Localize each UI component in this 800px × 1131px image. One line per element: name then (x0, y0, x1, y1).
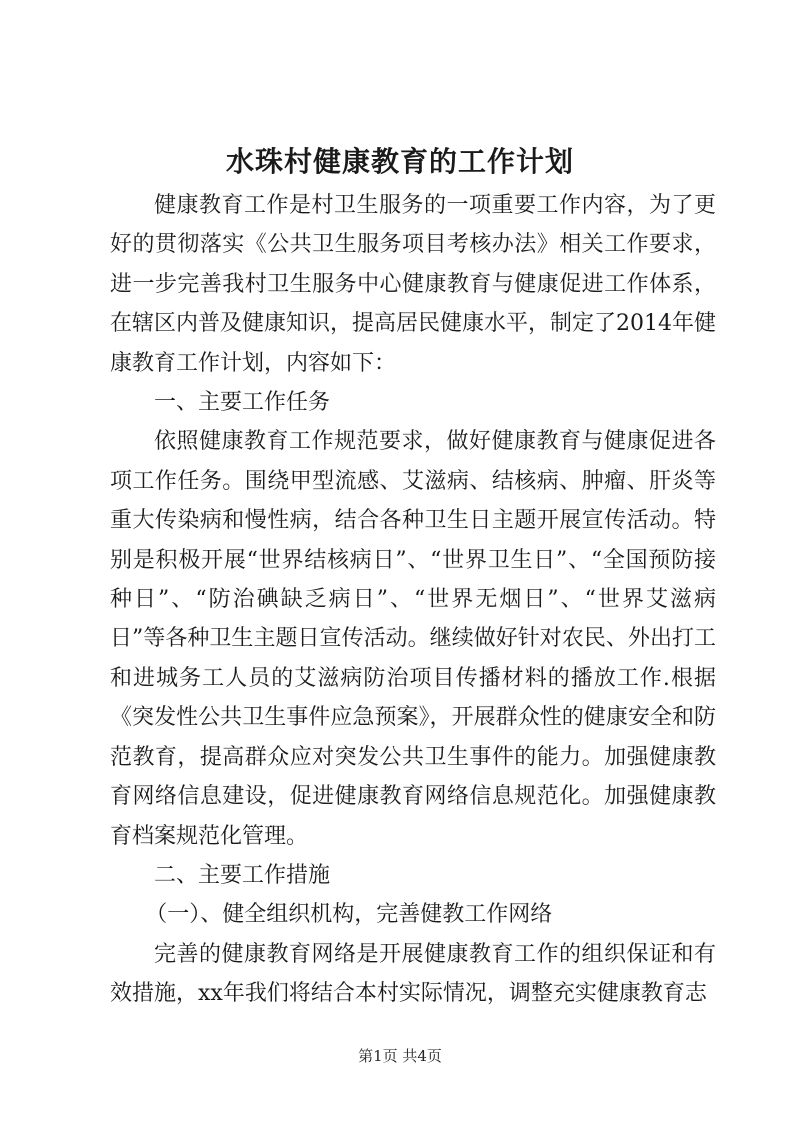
page-number-footer: 第1页 共4页 (358, 1047, 442, 1065)
subsection-heading-organization: （一）、健全组织机构，完善健教工作网络 (145, 902, 553, 928)
document-body (110, 186, 716, 1014)
document-title: 水珠村健康教育的工作计划 (225, 145, 574, 178)
section-heading-tasks: 一、主要工作任务 (154, 390, 331, 416)
organization-paragraph: 完善的健康教育网络是开展健康教育工作的组织保证和有效措施，xx年我们将结合本村实际情况，调整充实健康教育志 (110, 941, 716, 1007)
tasks-paragraph: 依照健康教育工作规范要求，做好健康教育与健康促进各项工作任务。围绕甲型流感、艾滋病、结核病、肿瘤、肝炎等重大传染病和慢性病，结合各种卫生日主题开展宣传活动。特别是积极开展“世界结核病日”、“世界卫生日”、“全国预防接种日”、“防治碘缺乏病日”、“世界无烟日”、“世界艾滋病日”等各种卫生主题日宣传活动。继续做好针对农民、外出打工和进城务工人员的艾滋病防治项目传播材料的播放工作.根据《突发性公共卫生事件应急预案》，开展群众性的健康安全和防范教育，提高群众应对突发公共卫生事件的能力。加强健康教育网络信息建设，促进健康教育网络信息规范化。加强健康教育档案规范化管理。 (110, 429, 716, 849)
section-heading-measures: 二、主要工作措施 (154, 862, 331, 888)
intro-paragraph: 健康教育工作是村卫生服务的一项重要工作内容，为了更好的贯彻落实《公共卫生服务项目考核办法》相关工作要求，进一步完善我村卫生服务中心健康教育与健康促进工作体系，在辖区内普及健康知识，提高居民健康水平，制定了2014年健康教育工作计划，内容如下： (110, 193, 716, 376)
